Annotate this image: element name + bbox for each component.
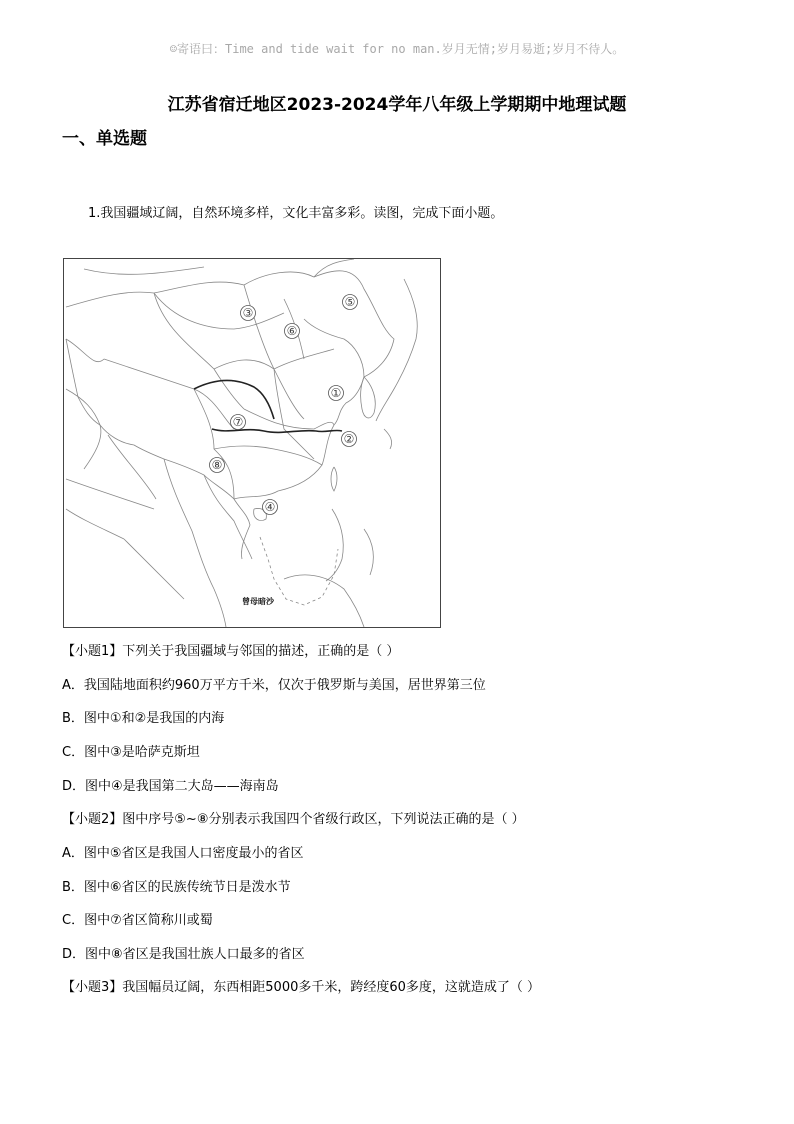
subquestion-1-option-c: C．图中③是哈萨克斯坦	[62, 745, 200, 760]
china-map-figure	[63, 258, 441, 628]
map-marker-8: ⑧	[211, 458, 223, 472]
page-title: 江苏省宿迁地区2023-2024学年八年级上学期期中地理试题	[167, 95, 627, 115]
map-marker-6: ⑥	[286, 324, 298, 338]
subquestion-2-option-b: B．图中⑥省区的民族传统节日是泼水节	[62, 880, 291, 895]
header-motto: ☺寄语曰：Time and tide wait for no man.岁月无情;岁月易逝;岁月不待人。	[169, 42, 625, 56]
subquestion-2-option-c: C．图中⑦省区简称川或蜀	[62, 913, 213, 928]
map-marker-2: ②	[343, 432, 355, 446]
map-drawing	[64, 259, 440, 627]
subquestion-1-option-d: D．图中④是我国第二大岛——海南岛	[62, 779, 279, 794]
subquestion-2-option-a: A．图中⑤省区是我国人口密度最小的省区	[62, 846, 304, 861]
map-marker-1: ①	[330, 386, 342, 400]
subquestion-3-stem: 【小题3】我国幅员辽阔，东西相距5000多千米，跨经度60多度，这就造成了（ ）	[62, 980, 541, 995]
subquestion-1-option-a: A．我国陆地面积约960万平方千米，仅次于俄罗斯与美国，居世界第三位	[62, 678, 486, 693]
map-marker-4: ④	[264, 500, 276, 514]
map-marker-3: ③	[242, 306, 254, 320]
map-marker-7: ⑦	[232, 415, 244, 429]
question-intro: 1.我国疆域辽阔，自然环境多样，文化丰富多彩。读图，完成下面小题。	[88, 206, 504, 221]
section-heading: 一、单选题	[62, 129, 147, 149]
map-marker-5: ⑤	[344, 295, 356, 309]
map-label-zengmu: 曾母暗沙	[242, 597, 274, 606]
subquestion-1-stem: 【小题1】下列关于我国疆域与邻国的描述，正确的是（ ）	[62, 644, 400, 659]
subquestion-2-option-d: D．图中⑧省区是我国壮族人口最多的省区	[62, 947, 305, 962]
subquestion-1-option-b: B．图中①和②是我国的内海	[62, 711, 225, 726]
subquestion-2-stem: 【小题2】图中序号⑤~⑧分别表示我国四个省级行政区，下列说法正确的是（ ）	[62, 812, 525, 827]
